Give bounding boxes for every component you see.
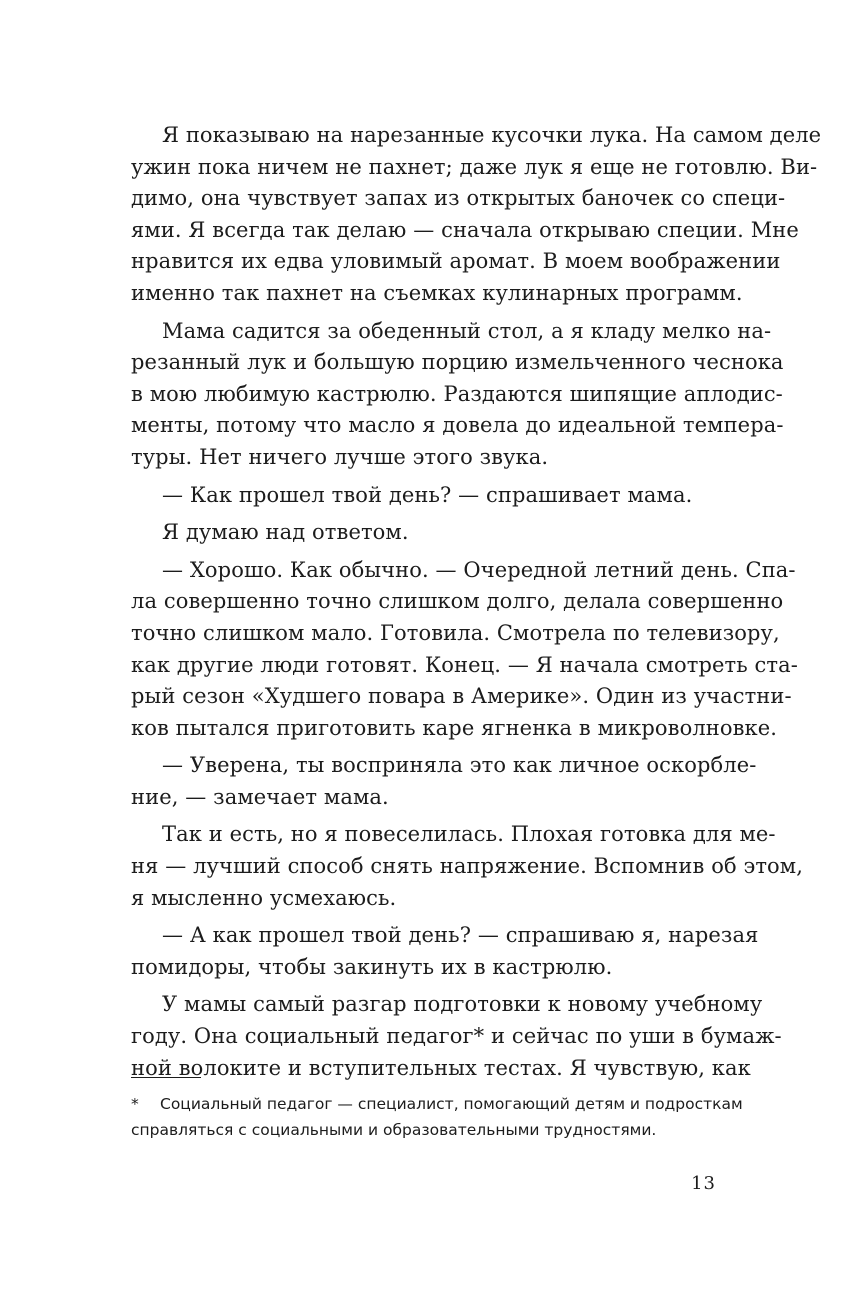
text-line: ужин пока ничем не пахнет; даже лук я еще не готовлю. Ви- [131, 154, 818, 179]
paragraph [131, 316, 784, 474]
text-line: рый сезон «Худшего повара в Америке». Один из участни- [131, 684, 792, 709]
text-line: ня — лучший способ снять напряжение. Вспомнив об этом, [131, 854, 803, 879]
page-number: 13 [691, 1173, 716, 1194]
text-line: точно слишком мало. Готовила. Смотрела по телевизору, [131, 620, 780, 645]
text-line: именно так пахнет на съемках кулинарных программ. [131, 280, 743, 305]
text-line: менты, потому что масло я довела до идеальной темпера- [131, 413, 784, 438]
text-line: ла совершенно точно слишком долго, делала совершенно [131, 589, 784, 614]
footnote-line: справляться с социальными и образовательными трудностями. [131, 1121, 657, 1139]
paragraph [131, 819, 803, 914]
paragraph [131, 120, 822, 310]
text-line: — Хорошо. Как обычно. — Очередной летний день. Спа- [162, 557, 796, 582]
paragraph [131, 517, 714, 549]
dialogue-line [131, 920, 759, 983]
text-line: Мама садится за обеденный стол, а я кладу мелко на- [162, 318, 772, 343]
text-line: Так и есть, но я повеселилась. Плохая готовка для ме- [162, 822, 776, 847]
text-line: ков пытался приготовить каре ягненка в микроволновке. [131, 715, 778, 740]
text-line: в мою любимую кастрюлю. Раздаются шипящие аплодис- [131, 381, 783, 406]
text-line: нравится их едва уловимый аромат. В моем воображении [131, 249, 781, 274]
text-line: году. Она социальный педагог* и сейчас по уши в бумаж- [131, 1024, 782, 1049]
paragraph [131, 989, 782, 1084]
body-text [131, 120, 822, 1084]
footnote-marker: * [131, 1095, 139, 1113]
text-line: — А как прошел твой день? — спрашиваю я, нарезая [162, 923, 759, 948]
text-line: димо, она чувствует запах из открытых баночек со специ- [131, 186, 786, 211]
text-line: туры. Нет ничего лучше этого звука. [131, 444, 549, 469]
dialogue-line [131, 750, 757, 813]
text-line: ной волоките и вступительных тестах. Я чувствую, как [131, 1055, 751, 1080]
text-line: ями. Я всегда так делаю — сначала открываю специи. Мне [131, 217, 799, 242]
text-line: помидоры, чтобы закинуть их в кастрюлю. [131, 954, 613, 979]
dialogue-line [131, 555, 798, 745]
text-line: У мамы самый разгар подготовки к новому учебному [162, 992, 763, 1017]
text-line: — Уверена, ты восприняла это как личное оскорбле- [162, 753, 757, 778]
dialogue-line [131, 480, 714, 512]
footnote [131, 1091, 743, 1143]
text-line: Я думаю над ответом. [162, 520, 409, 545]
footnote-line [131, 1091, 743, 1117]
footnote-divider [131, 1077, 201, 1078]
text-line: я мысленно усмехаюсь. [131, 885, 397, 910]
text-line: ние, — замечает мама. [131, 784, 389, 809]
footnote-text: Социальный педагог — специалист, помогающий детям и подросткам [160, 1095, 743, 1113]
text-line: как другие люди готовят. Конец. — Я начала смотреть ста- [131, 652, 798, 677]
text-line: резанный лук и большую порцию измельченного чеснока [131, 350, 784, 375]
text-line: — Как прошел твой день? — спрашивает мама. [162, 482, 693, 507]
text-line: Я показываю на нарезанные кусочки лука. На самом деле [162, 123, 822, 147]
